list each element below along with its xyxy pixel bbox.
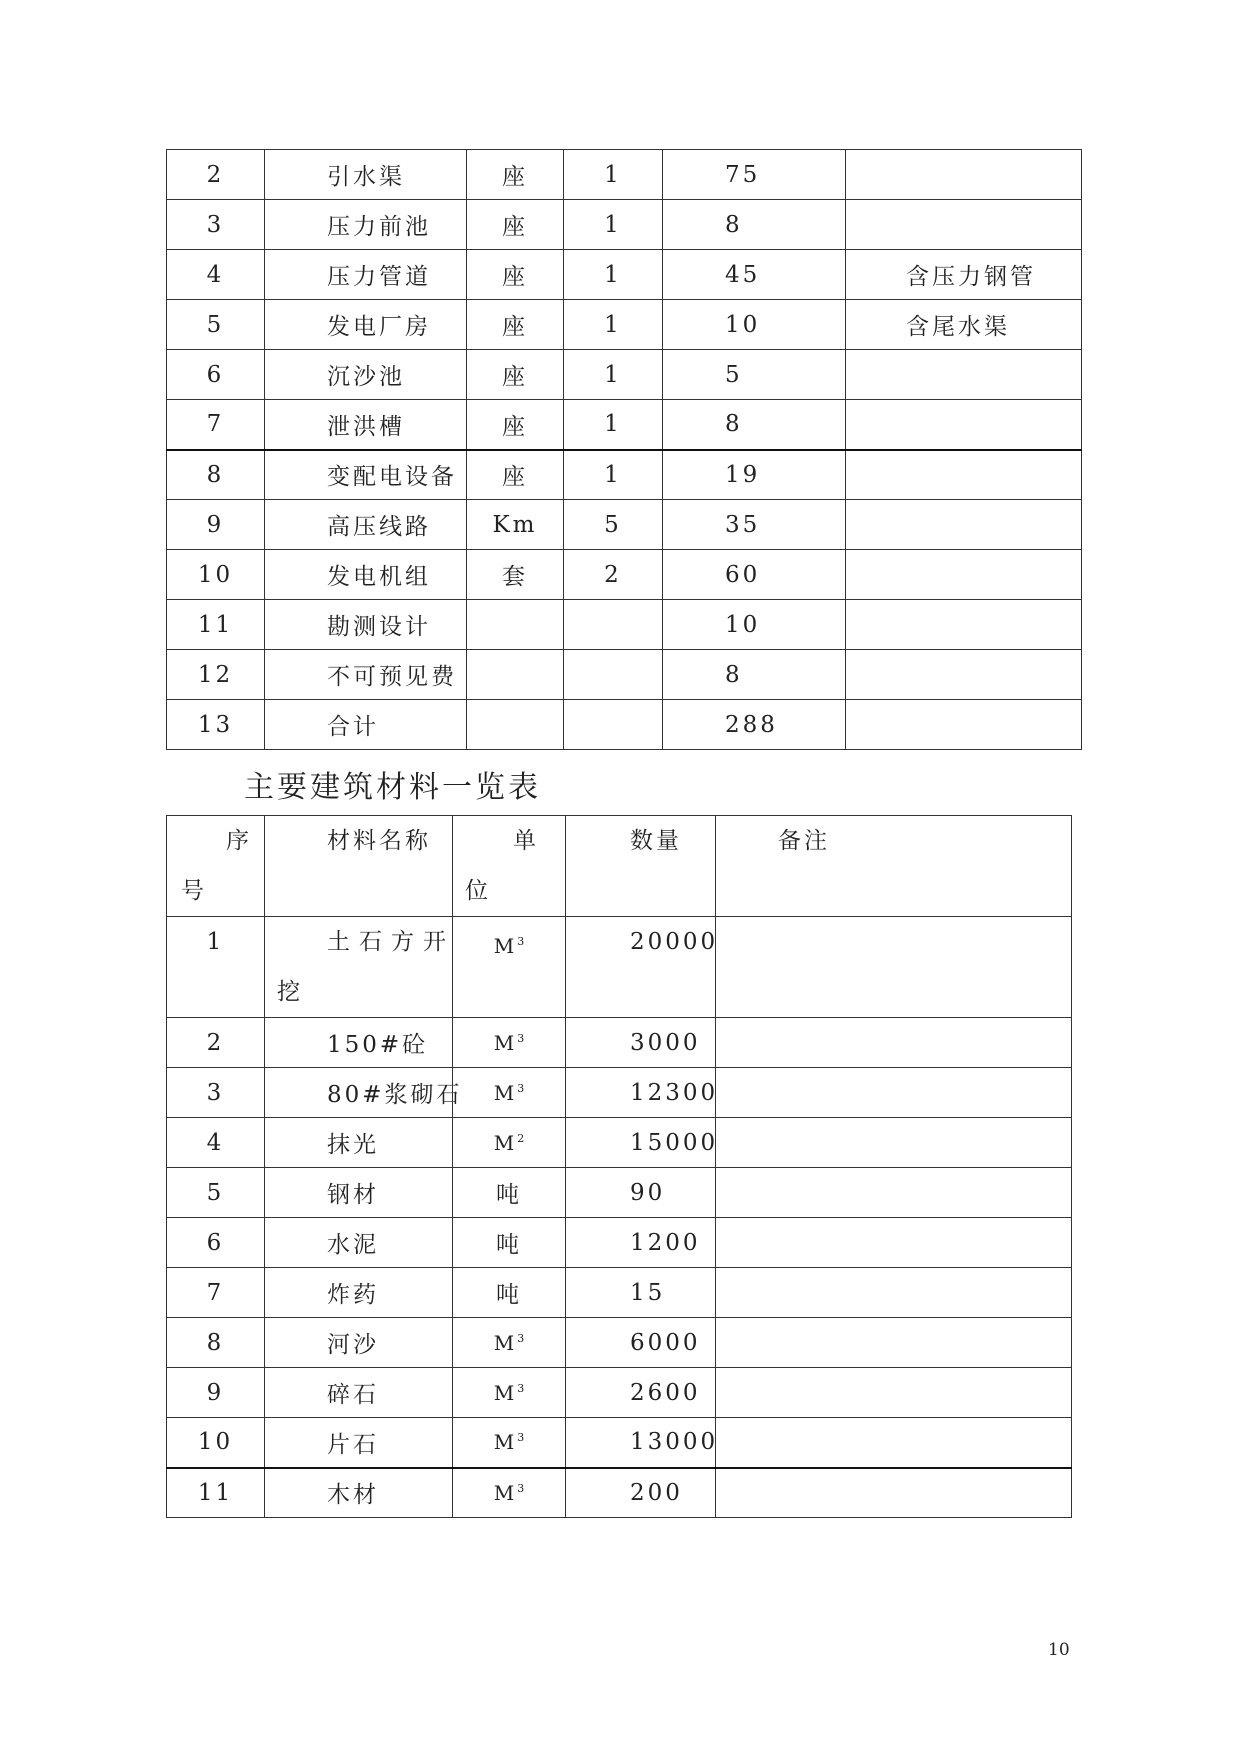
material-quantity: 15 [566, 1268, 716, 1318]
item-quantity: 1 [564, 200, 663, 250]
table-row [167, 250, 1082, 300]
material-name: 土石方开 挖 [265, 917, 453, 1018]
item-amount: 75 [663, 150, 846, 200]
item-name: 发电机组 [265, 550, 467, 600]
material-quantity: 20000 [566, 917, 716, 1018]
item-note [846, 600, 1082, 650]
header-number: 序 号 [167, 816, 265, 917]
table-row [167, 150, 1082, 200]
row-number: 13 [167, 700, 265, 750]
material-note [716, 1168, 1072, 1218]
row-number: 4 [167, 1118, 265, 1168]
item-quantity: 1 [564, 350, 663, 400]
item-name: 沉沙池 [265, 350, 467, 400]
item-unit [467, 650, 564, 700]
material-name: 80#浆砌石 [265, 1068, 453, 1118]
material-quantity: 12300 [566, 1068, 716, 1118]
item-name: 变配电设备 [265, 450, 467, 500]
item-amount: 8 [663, 200, 846, 250]
row-number: 7 [167, 400, 265, 450]
material-name: 碎石 [265, 1368, 453, 1418]
item-unit: 座 [467, 350, 564, 400]
item-quantity: 1 [564, 250, 663, 300]
material-unit: 吨 [453, 1218, 566, 1268]
material-unit: 吨 [453, 1268, 566, 1318]
material-name: 片石 [265, 1418, 453, 1468]
table-row [167, 1118, 1072, 1168]
material-quantity: 2600 [566, 1368, 716, 1418]
section-title: 主要建筑材料一览表 [244, 770, 541, 805]
table-row [167, 1168, 1072, 1218]
item-name: 压力前池 [265, 200, 467, 250]
item-note [846, 700, 1082, 750]
row-number: 2 [167, 150, 265, 200]
item-unit: 座 [467, 250, 564, 300]
row-number: 3 [167, 1068, 265, 1118]
table-row [167, 700, 1082, 750]
material-name: 抹光 [265, 1118, 453, 1168]
row-number: 3 [167, 200, 265, 250]
table-row [167, 1418, 1072, 1468]
row-number: 4 [167, 250, 265, 300]
item-amount: 10 [663, 300, 846, 350]
material-quantity: 3000 [566, 1018, 716, 1068]
table-row [167, 1268, 1072, 1318]
table-row [167, 1068, 1072, 1118]
item-name: 勘测设计 [265, 600, 467, 650]
table-row [167, 200, 1082, 250]
material-note [716, 1068, 1072, 1118]
material-name: 炸药 [265, 1268, 453, 1318]
item-note [846, 500, 1082, 550]
material-unit: $M^2$ [453, 1118, 566, 1168]
item-unit: 座 [467, 400, 564, 450]
material-note [716, 1368, 1072, 1418]
item-note [846, 150, 1082, 200]
material-quantity: 15000 [566, 1118, 716, 1168]
item-quantity: 1 [564, 300, 663, 350]
page-number: 10 [1048, 1640, 1070, 1660]
item-unit [467, 700, 564, 750]
header-unit: 单 位 [453, 816, 566, 917]
material-unit: $M^3$ [453, 1068, 566, 1118]
row-number: 2 [167, 1018, 265, 1068]
table-row [167, 400, 1082, 450]
material-note [716, 1318, 1072, 1368]
item-amount: 8 [663, 650, 846, 700]
material-name: 河沙 [265, 1318, 453, 1368]
material-name: 水泥 [265, 1218, 453, 1268]
item-name: 不可预见费 [265, 650, 467, 700]
table-row [167, 1318, 1072, 1368]
item-amount: 5 [663, 350, 846, 400]
material-note [716, 917, 1072, 1018]
material-quantity: 200 [566, 1468, 716, 1518]
row-number: 5 [167, 300, 265, 350]
item-unit: 座 [467, 150, 564, 200]
material-unit: $M^3$ [453, 1418, 566, 1468]
material-quantity: 6000 [566, 1318, 716, 1368]
table-header-row [167, 816, 1072, 917]
table-row [167, 550, 1082, 600]
item-note [846, 200, 1082, 250]
material-quantity: 90 [566, 1168, 716, 1218]
item-amount: 35 [663, 500, 846, 550]
material-note [716, 1418, 1072, 1468]
material-unit: 吨 [453, 1168, 566, 1218]
table-row [167, 1368, 1072, 1418]
item-note [846, 400, 1082, 450]
table-row [167, 1218, 1072, 1268]
item-amount: 19 [663, 450, 846, 500]
item-unit: 套 [467, 550, 564, 600]
item-note: 含尾水渠 [846, 300, 1082, 350]
row-number: 1 [167, 917, 265, 1018]
material-unit: $M^3$ [453, 1018, 566, 1068]
row-number: 11 [167, 1468, 265, 1518]
item-note [846, 350, 1082, 400]
table-row [167, 350, 1082, 400]
item-unit: 座 [467, 450, 564, 500]
row-number: 6 [167, 350, 265, 400]
material-unit: $M^3$ [453, 1318, 566, 1368]
header-material-name: 材料名称 [265, 816, 453, 917]
row-number: 10 [167, 1418, 265, 1468]
row-number: 9 [167, 1368, 265, 1418]
material-name: 150#砼 [265, 1018, 453, 1068]
table-row [167, 500, 1082, 550]
material-note [716, 1118, 1072, 1168]
row-number: 7 [167, 1268, 265, 1318]
material-name: 木材 [265, 1468, 453, 1518]
item-name: 高压线路 [265, 500, 467, 550]
table-row [167, 600, 1082, 650]
row-number: 6 [167, 1218, 265, 1268]
item-note [846, 650, 1082, 700]
item-name: 泄洪槽 [265, 400, 467, 450]
item-name: 发电厂房 [265, 300, 467, 350]
item-quantity: 1 [564, 400, 663, 450]
row-number: 5 [167, 1168, 265, 1218]
item-unit: Km [467, 500, 564, 550]
material-note [716, 1218, 1072, 1268]
item-amount: 10 [663, 600, 846, 650]
materials-table [166, 815, 1072, 1518]
item-unit [467, 600, 564, 650]
row-number: 9 [167, 500, 265, 550]
material-unit: $M^3$ [453, 1368, 566, 1418]
item-amount: 60 [663, 550, 846, 600]
item-note [846, 450, 1082, 500]
item-note: 含压力钢管 [846, 250, 1082, 300]
item-unit: 座 [467, 200, 564, 250]
material-quantity: 1200 [566, 1218, 716, 1268]
header-quantity: 数量 [566, 816, 716, 917]
table-row [167, 1468, 1072, 1518]
row-number: 8 [167, 1318, 265, 1368]
item-note [846, 550, 1082, 600]
row-number: 10 [167, 550, 265, 600]
item-quantity [564, 650, 663, 700]
material-quantity: 13000 [566, 1418, 716, 1468]
material-unit: $M^3$ [453, 917, 566, 1018]
row-number: 12 [167, 650, 265, 700]
row-number: 11 [167, 600, 265, 650]
table-row [167, 300, 1082, 350]
item-quantity: 2 [564, 550, 663, 600]
table-row [167, 1018, 1072, 1068]
material-note [716, 1018, 1072, 1068]
item-quantity [564, 700, 663, 750]
item-quantity [564, 600, 663, 650]
table-row [167, 450, 1082, 500]
item-quantity: 1 [564, 150, 663, 200]
item-name: 合计 [265, 700, 467, 750]
item-name: 压力管道 [265, 250, 467, 300]
material-name: 钢材 [265, 1168, 453, 1218]
row-number: 8 [167, 450, 265, 500]
item-amount: 8 [663, 400, 846, 450]
item-unit: 座 [467, 300, 564, 350]
item-quantity: 5 [564, 500, 663, 550]
header-note: 备注 [716, 816, 1072, 917]
material-note [716, 1468, 1072, 1518]
material-unit: $M^3$ [453, 1468, 566, 1518]
item-amount: 45 [663, 250, 846, 300]
investment-table [166, 149, 1082, 750]
item-amount: 288 [663, 700, 846, 750]
table-row [167, 917, 1072, 1018]
table-row [167, 650, 1082, 700]
item-quantity: 1 [564, 450, 663, 500]
item-name: 引水渠 [265, 150, 467, 200]
material-note [716, 1268, 1072, 1318]
